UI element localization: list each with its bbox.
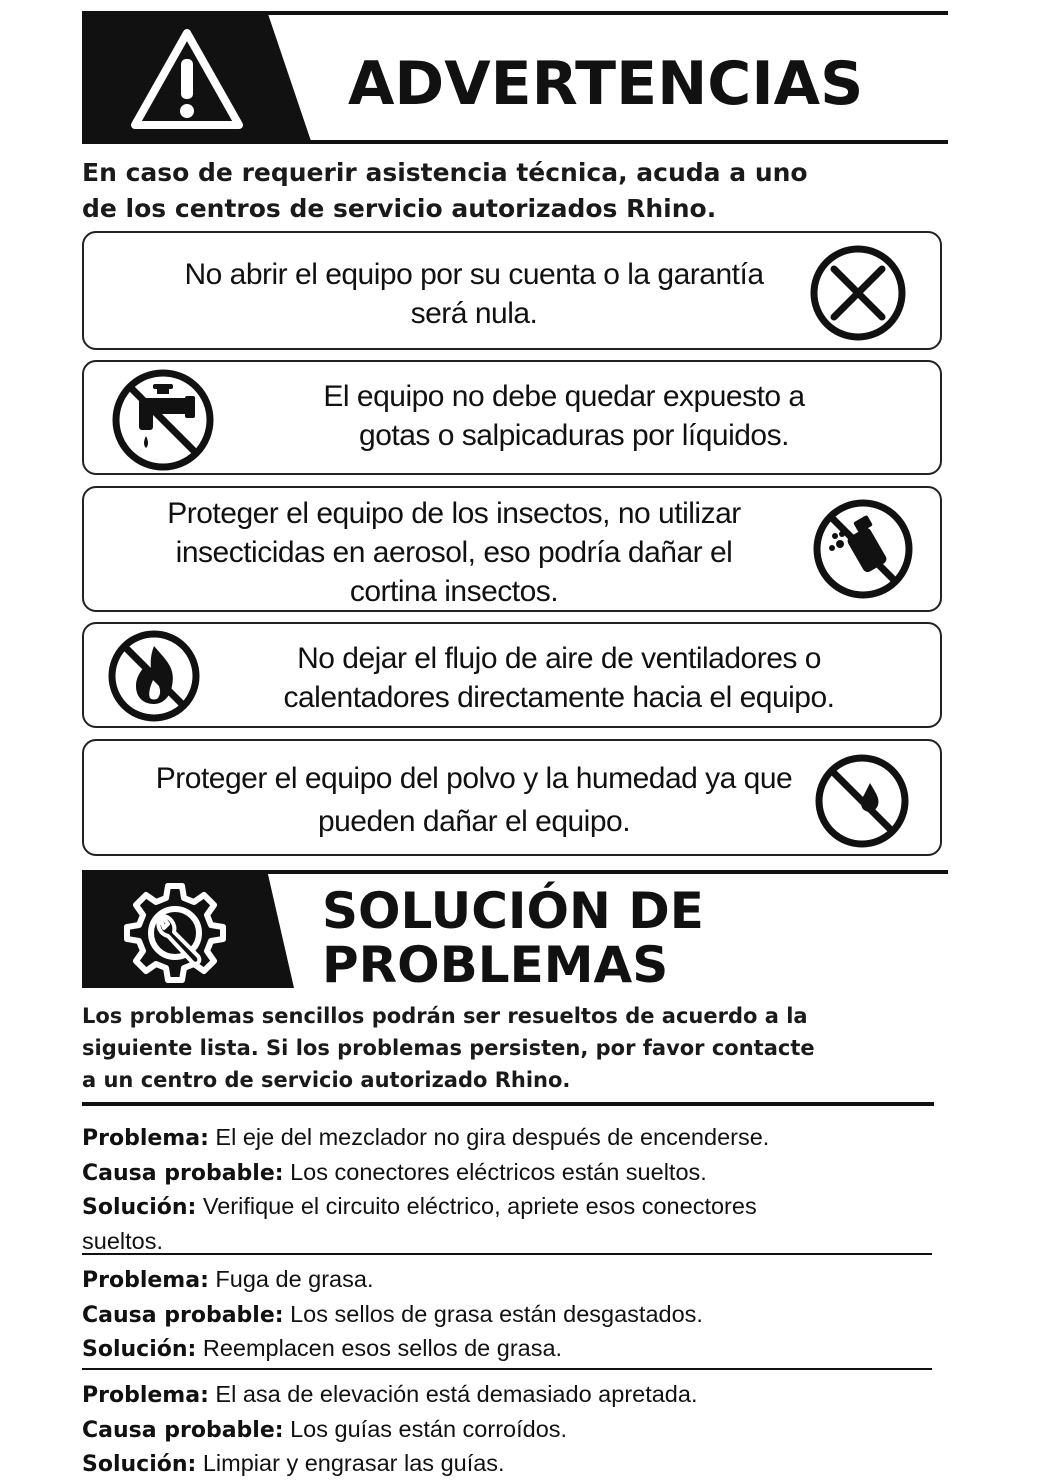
warning-card-no-open bbox=[82, 231, 942, 350]
solution-line: Solución: Reemplacen esos sellos de grasa. bbox=[82, 1335, 563, 1362]
warnings-title: ADVERTENCIAS bbox=[348, 49, 864, 119]
intro-line: siguiente lista. Si los problemas persisten, por favor contacte bbox=[82, 1036, 815, 1060]
section-rule bbox=[82, 1102, 934, 1106]
no-fire-heat-icon bbox=[106, 628, 202, 724]
warning-text: No dejar el flujo de aire de ventiladores o calentadores directamente hacia el equipo. bbox=[283, 642, 835, 714]
problem-line: Problema: Fuga de grasa. bbox=[82, 1266, 374, 1293]
warning-text: Proteger el equipo de los insectos, no utilizar insecticidas en aerosol, eso podría dañar el cortina insectos. bbox=[167, 497, 741, 608]
problem-line: Problema: El eje del mezclador no gira después de encenderse. bbox=[82, 1124, 770, 1151]
warning-triangle-icon bbox=[127, 25, 247, 135]
no-open-x-icon bbox=[808, 243, 908, 343]
cause-line: Causa probable: Los conectores eléctricos están sueltos. bbox=[82, 1158, 707, 1186]
warning-text: No abrir el equipo por su cuenta o la garantía será nula. bbox=[184, 258, 764, 330]
warning-text: Proteger el equipo del polvo y la humedad ya que pueden dañar el equipo. bbox=[155, 762, 793, 838]
title-line: PROBLEMAS bbox=[322, 936, 669, 994]
intro-line: de los centros de servicio autorizados Rhino. bbox=[82, 194, 717, 223]
intro-line: a un centro de servicio autorizado Rhino. bbox=[82, 1068, 571, 1092]
warnings-banner bbox=[82, 11, 948, 144]
warning-text: El equipo no debe quedar expuesto a gotas o salpicaduras por líquidos. bbox=[323, 380, 805, 452]
intro-line: En caso de requerir asistencia técnica, acuda a uno bbox=[82, 158, 808, 187]
cause-line: Causa probable: Los guías están corroídos. bbox=[82, 1415, 568, 1443]
no-faucet-water-icon bbox=[109, 366, 217, 474]
intro-line: Los problemas sencillos podrán ser resueltos de acuerdo a la bbox=[82, 1004, 808, 1028]
no-humidity-drop-icon bbox=[812, 751, 912, 851]
troubleshooting-entry bbox=[82, 1121, 942, 1257]
solution-continued: sueltos. bbox=[82, 1227, 163, 1254]
gear-wrench-icon bbox=[120, 876, 230, 986]
title-line: SOLUCIÓN DE bbox=[322, 882, 704, 940]
warning-card-no-aerosol bbox=[82, 486, 942, 612]
warnings-intro bbox=[82, 155, 808, 227]
troubleshooting-entry bbox=[82, 1378, 942, 1482]
troubleshooting-intro bbox=[82, 1000, 815, 1096]
warning-card-no-airflow bbox=[82, 622, 942, 728]
warning-card-no-dust-humidity bbox=[82, 739, 942, 856]
troubleshooting-entry bbox=[82, 1263, 942, 1367]
troubleshooting-banner bbox=[82, 870, 948, 994]
troubleshooting-title bbox=[322, 884, 704, 992]
warning-card-no-liquids bbox=[82, 360, 942, 475]
problem-line: Problema: El asa de elevación está demasiado apretada. bbox=[82, 1381, 698, 1408]
solution-line: Solución: Limpiar y engrasar las guías. bbox=[82, 1450, 505, 1477]
entry-divider bbox=[82, 1253, 932, 1255]
cause-line: Causa probable: Los sellos de grasa están desgastados. bbox=[82, 1300, 703, 1328]
no-aerosol-spray-icon bbox=[810, 496, 916, 602]
solution-line: Solución: Verifique el circuito eléctrico, apriete esos conectores bbox=[82, 1193, 757, 1220]
entry-divider bbox=[82, 1368, 932, 1370]
